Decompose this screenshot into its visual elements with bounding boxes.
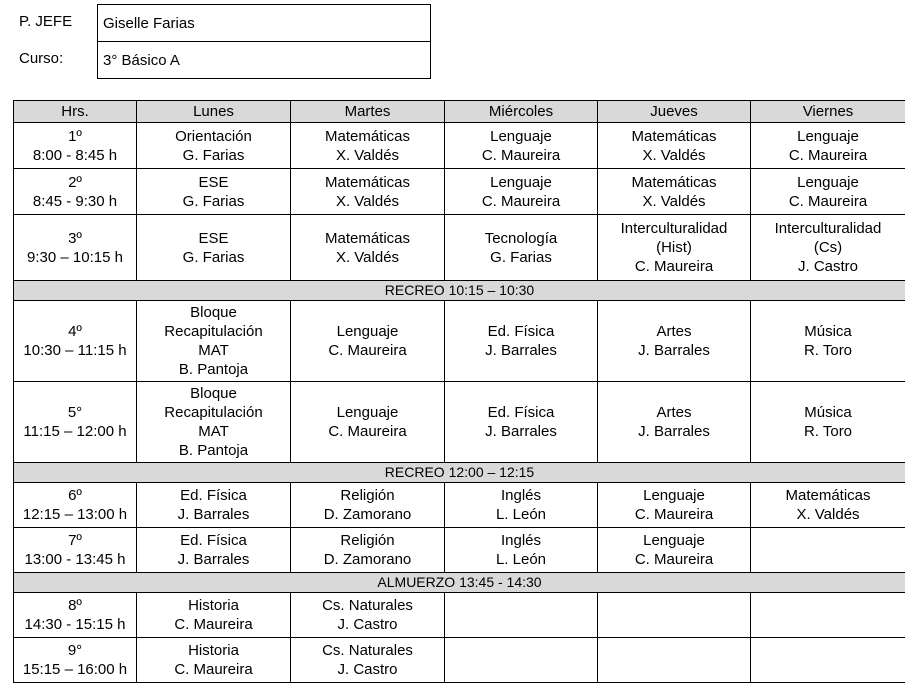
subject-line: Música xyxy=(804,404,852,421)
teacher-name: C. Maureira xyxy=(481,192,561,210)
subject-line: Bloque xyxy=(190,385,237,402)
subject-line: Lenguaje xyxy=(643,532,705,549)
teacher-name: J. Castro xyxy=(797,258,858,275)
subject-line: Matemáticas xyxy=(324,229,411,247)
class-cell xyxy=(445,483,598,528)
class-cell xyxy=(137,483,291,528)
teacher-name: R. Toro xyxy=(803,423,853,440)
break-label: RECREO 12:00 – 12:15 xyxy=(14,463,905,483)
teacher-name: X. Valdés xyxy=(335,192,400,210)
subject-line: MAT xyxy=(198,423,229,440)
subject-line: ESE xyxy=(198,229,229,247)
subject-line: Lenguaje xyxy=(490,127,552,145)
period-time: 8:00 - 8:45 h xyxy=(32,146,118,164)
period-time: 8:45 - 9:30 h xyxy=(32,192,118,210)
class-cell xyxy=(598,483,751,528)
subject-line: Orientación xyxy=(175,127,252,145)
col-header-miercoles: Miércoles xyxy=(445,101,598,123)
teacher-name: X. Valdés xyxy=(642,146,706,164)
empty-cell xyxy=(598,593,751,638)
subject-line: Lenguaje xyxy=(336,404,399,421)
class-cell xyxy=(751,215,905,281)
curso-value-box xyxy=(97,41,431,79)
teacher-name: R. Toro xyxy=(803,342,853,359)
break-row xyxy=(14,573,905,593)
period-number: 6º xyxy=(68,487,82,504)
hour-cell xyxy=(14,483,137,528)
period-number: 8º xyxy=(68,597,82,614)
jefe-value: Giselle Farias xyxy=(103,14,195,32)
subject-line: Tecnología xyxy=(484,229,558,247)
period-row xyxy=(14,382,905,463)
curso-label: Curso: xyxy=(19,50,64,67)
class-cell xyxy=(445,301,598,382)
hour-cell xyxy=(14,215,137,281)
teacher-name: J. Barrales xyxy=(638,342,710,359)
subject-line: Cs. Naturales xyxy=(322,642,413,659)
class-cell xyxy=(598,382,751,463)
empty-cell xyxy=(445,593,598,638)
class-cell xyxy=(291,123,445,169)
subject-line: Ed. Física xyxy=(487,404,555,421)
class-cell xyxy=(751,382,905,463)
hour-cell xyxy=(14,169,137,215)
teacher-name: J. Barrales xyxy=(177,506,250,523)
subject-line: Lenguaje xyxy=(490,173,552,191)
teacher-name: C. Maureira xyxy=(174,661,253,678)
class-cell xyxy=(598,301,751,382)
subject-line: Inglés xyxy=(500,532,542,549)
class-cell xyxy=(598,123,751,169)
period-row xyxy=(14,528,905,573)
teacher-name: X. Valdés xyxy=(335,146,400,164)
subject-line: ESE xyxy=(198,173,229,191)
subject-line: Inglés xyxy=(500,487,542,504)
class-cell xyxy=(291,215,445,281)
subject-line: Interculturalidad xyxy=(774,220,882,237)
header-row xyxy=(14,101,905,123)
col-header-viernes: Viernes xyxy=(751,101,905,123)
subject-line: Recapitulación xyxy=(164,323,263,340)
subject-line: Historia xyxy=(188,642,239,659)
hour-cell xyxy=(14,123,137,169)
teacher-name: D. Zamorano xyxy=(323,551,412,568)
subject-line: Ed. Física xyxy=(180,532,247,549)
subject-line: Lenguaje xyxy=(336,323,399,340)
subject-line: Matemáticas xyxy=(785,487,871,504)
teacher-name: X. Valdés xyxy=(796,506,860,523)
empty-cell xyxy=(751,638,905,683)
subject-line: Recapitulación xyxy=(164,404,263,421)
hour-cell xyxy=(14,301,137,382)
subject-line: Matemáticas xyxy=(631,173,717,191)
curso-value: 3° Básico A xyxy=(103,51,180,69)
period-number: 4º xyxy=(68,323,82,340)
subject-line: (Hist) xyxy=(656,239,692,256)
class-cell xyxy=(445,528,598,573)
teacher-name: C. Maureira xyxy=(328,423,407,440)
period-row xyxy=(14,638,905,683)
period-row xyxy=(14,301,905,382)
class-cell xyxy=(445,215,598,281)
subject-line: Matemáticas xyxy=(631,127,717,145)
col-header-jueves: Jueves xyxy=(598,101,751,123)
teacher-name: C. Maureira xyxy=(634,551,714,568)
subject-line: Religión xyxy=(340,532,395,549)
teacher-name: L. León xyxy=(495,506,547,523)
teacher-name: J. Castro xyxy=(337,616,398,633)
schedule-table xyxy=(13,100,905,683)
teacher-name: J. Castro xyxy=(337,661,398,678)
break-row xyxy=(14,463,905,483)
teacher-name: C. Maureira xyxy=(788,146,868,164)
class-cell xyxy=(598,528,751,573)
subject-line: Artes xyxy=(656,404,692,421)
break-row xyxy=(14,281,905,301)
jefe-value-box xyxy=(97,4,431,42)
subject-line: MAT xyxy=(198,342,229,359)
period-number: 5° xyxy=(67,404,83,421)
subject-line: Lenguaje xyxy=(797,173,859,191)
subject-line: Lenguaje xyxy=(797,127,859,145)
hour-cell xyxy=(14,382,137,463)
period-number: 3º xyxy=(68,229,82,247)
teacher-name: G. Farias xyxy=(182,192,245,210)
subject-line: Ed. Física xyxy=(487,323,555,340)
subject-line: Ed. Física xyxy=(180,487,247,504)
teacher-name: C. Maureira xyxy=(328,342,407,359)
class-cell xyxy=(291,382,445,463)
period-row xyxy=(14,593,905,638)
class-cell xyxy=(291,301,445,382)
class-cell xyxy=(598,169,751,215)
period-number: 2º xyxy=(68,173,82,191)
subject-line: Interculturalidad xyxy=(620,220,728,237)
teacher-name: J. Barrales xyxy=(485,423,557,440)
period-time: 9:30 – 10:15 h xyxy=(27,248,123,266)
teacher-name: X. Valdés xyxy=(335,248,400,266)
empty-cell xyxy=(598,638,751,683)
period-row xyxy=(14,169,905,215)
teacher-name: C. Maureira xyxy=(634,258,714,275)
period-time: 12:15 – 13:00 h xyxy=(22,506,128,523)
class-cell xyxy=(445,382,598,463)
jefe-label: P. JEFE xyxy=(19,13,73,30)
teacher-name: C. Maureira xyxy=(788,192,868,210)
teacher-name: C. Maureira xyxy=(174,616,253,633)
subject-line: Música xyxy=(804,323,852,340)
class-cell xyxy=(598,215,751,281)
period-number: 1º xyxy=(68,127,82,145)
period-number: 9° xyxy=(67,642,83,659)
col-header-hrs: Hrs. xyxy=(14,101,137,123)
class-cell xyxy=(137,169,291,215)
class-cell xyxy=(751,301,905,382)
class-cell xyxy=(291,169,445,215)
class-cell xyxy=(751,169,905,215)
subject-line: Matemáticas xyxy=(324,173,411,191)
class-cell xyxy=(291,528,445,573)
teacher-name: G. Farias xyxy=(490,248,552,266)
class-cell xyxy=(291,593,445,638)
subject-line: Artes xyxy=(656,323,692,340)
col-header-martes: Martes xyxy=(291,101,445,123)
period-row xyxy=(14,215,905,281)
teacher-name: C. Maureira xyxy=(481,146,561,164)
class-cell xyxy=(751,483,905,528)
period-time: 11:15 – 12:00 h xyxy=(23,423,127,440)
period-time: 15:15 – 16:00 h xyxy=(22,661,128,678)
class-cell xyxy=(137,382,291,463)
empty-cell xyxy=(751,528,905,573)
hour-cell xyxy=(14,593,137,638)
teacher-name: J. Barrales xyxy=(485,342,557,359)
teacher-name: B. Pantoja xyxy=(178,442,249,459)
period-time: 13:00 - 13:45 h xyxy=(24,551,126,568)
teacher-name: J. Barrales xyxy=(638,423,710,440)
period-row xyxy=(14,483,905,528)
teacher-name: L. León xyxy=(495,551,547,568)
empty-cell xyxy=(751,593,905,638)
hour-cell xyxy=(14,528,137,573)
class-cell xyxy=(137,593,291,638)
subject-line: Cs. Naturales xyxy=(322,597,413,614)
hour-cell xyxy=(14,638,137,683)
class-cell xyxy=(137,638,291,683)
class-cell xyxy=(291,483,445,528)
class-cell xyxy=(751,123,905,169)
teacher-name: X. Valdés xyxy=(642,192,706,210)
empty-cell xyxy=(445,638,598,683)
subject-line: Lenguaje xyxy=(643,487,705,504)
class-cell xyxy=(137,123,291,169)
col-header-lunes: Lunes xyxy=(137,101,291,123)
class-cell xyxy=(291,638,445,683)
class-cell xyxy=(137,528,291,573)
period-row xyxy=(14,123,905,169)
subject-line: Matemáticas xyxy=(324,127,411,145)
teacher-name: D. Zamorano xyxy=(323,506,412,523)
period-number: 7º xyxy=(68,532,82,549)
period-time: 14:30 - 15:15 h xyxy=(24,616,126,633)
teacher-name: G. Farias xyxy=(182,248,245,266)
period-time: 10:30 – 11:15 h xyxy=(23,342,127,359)
subject-line: Bloque xyxy=(190,304,237,321)
class-cell xyxy=(137,301,291,382)
schedule-body xyxy=(14,123,905,683)
break-label: ALMUERZO 13:45 - 14:30 xyxy=(14,573,905,593)
class-cell xyxy=(445,169,598,215)
teacher-name: B. Pantoja xyxy=(178,361,249,378)
class-cell xyxy=(445,123,598,169)
teacher-name: C. Maureira xyxy=(634,506,714,523)
teacher-name: J. Barrales xyxy=(177,551,250,568)
subject-line: Religión xyxy=(340,487,395,504)
subject-line: Historia xyxy=(188,597,239,614)
class-cell xyxy=(137,215,291,281)
subject-line: (Cs) xyxy=(813,239,843,256)
break-label: RECREO 10:15 – 10:30 xyxy=(14,281,905,301)
teacher-name: G. Farias xyxy=(182,146,245,164)
